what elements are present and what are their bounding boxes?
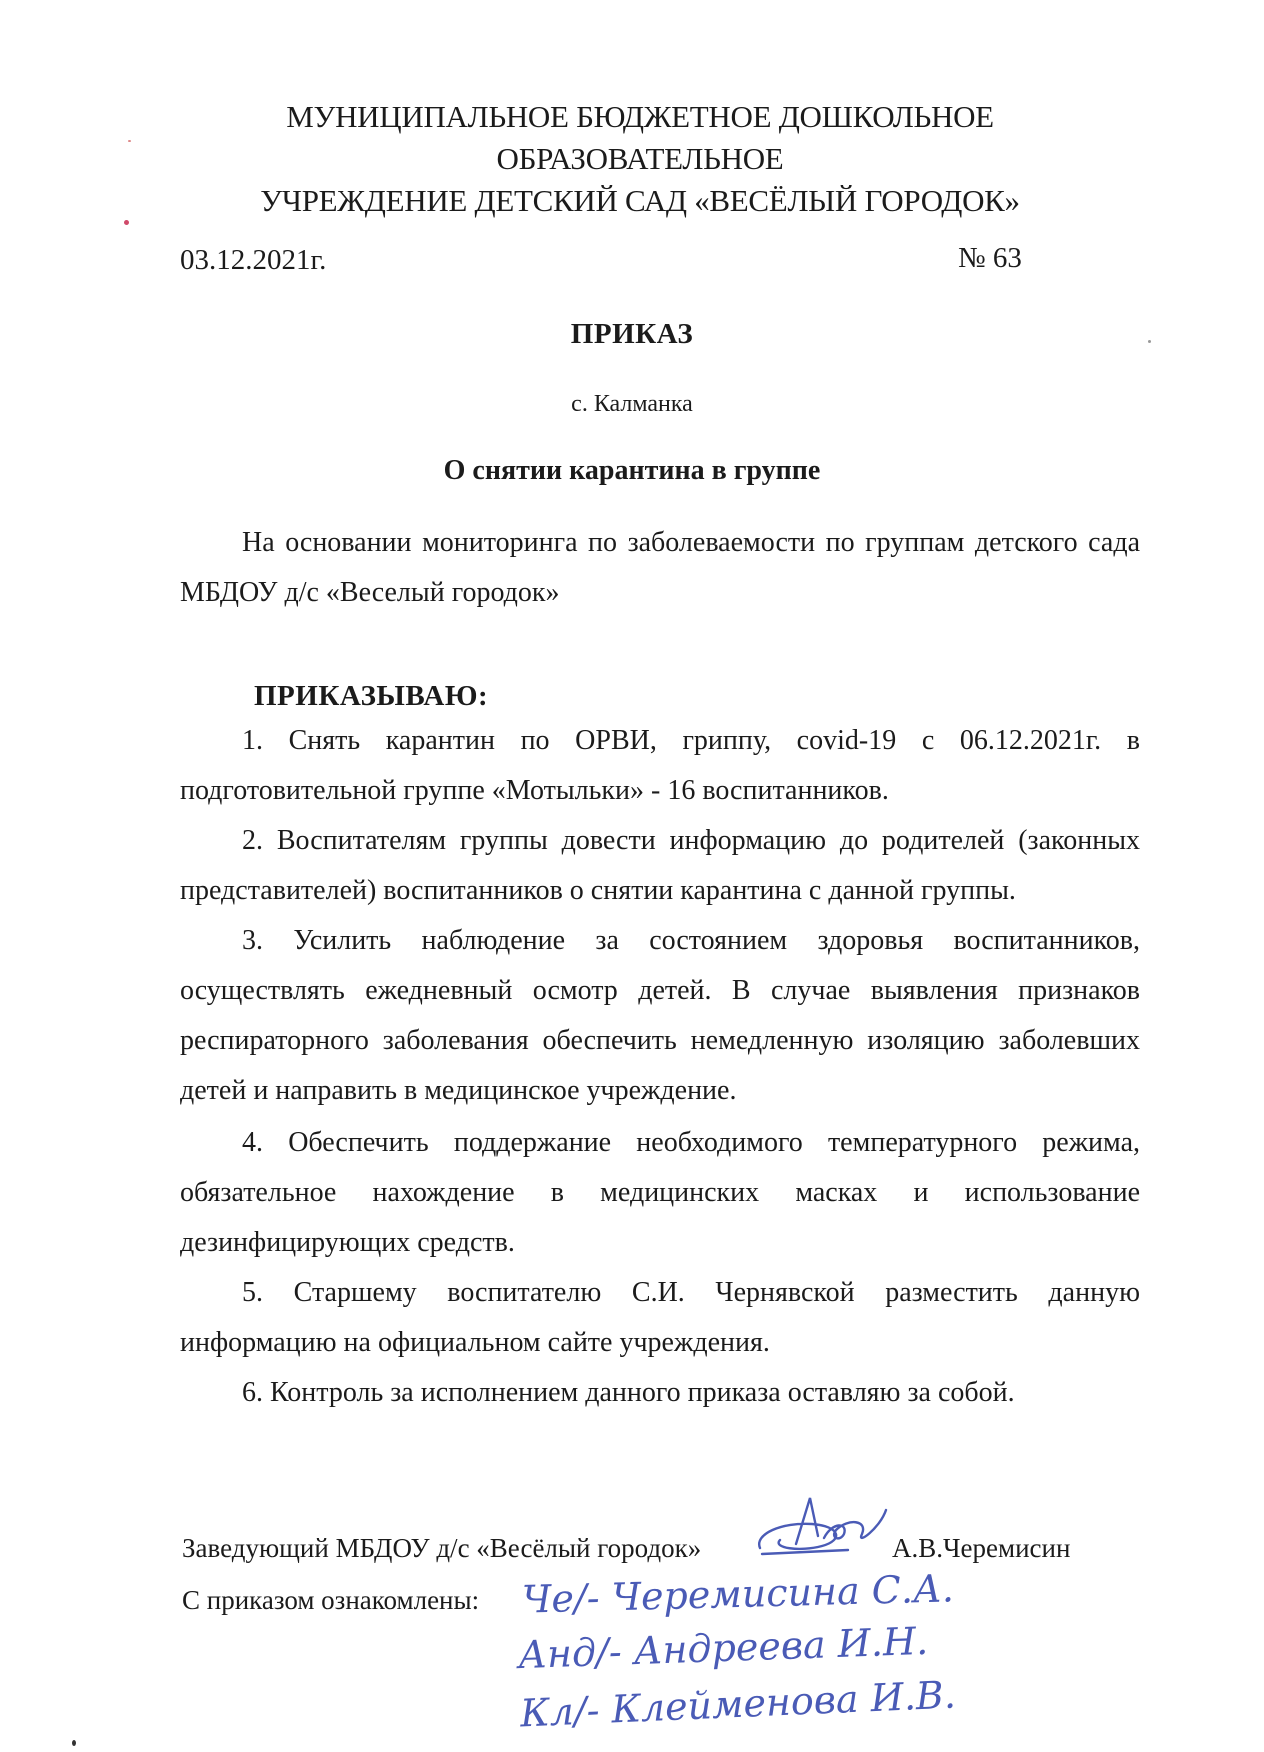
order-item-text: 3. Усилить наблюдение за состоянием здоровья воспитанников, осуществлять ежедневный осмотр детей. В случае выявления признаков респираторного заболевания обеспечить немедленную изоляцию заболевших детей и направить в медицинское учреждение. <box>180 925 1140 1106</box>
order-item-text: 5. Старшему воспитателю С.И. Чернявской разместить данную информацию на официальном сайте учреждения. <box>180 1277 1140 1358</box>
order-item-6 <box>180 1368 1140 1418</box>
order-item-5 <box>180 1268 1140 1368</box>
acknowledgment-label: С приказом ознакомлены: <box>182 1585 480 1615</box>
order-date: 03.12.2021г. <box>180 244 327 276</box>
order-item-3 <box>180 916 1140 1116</box>
document-place: с. Калманка <box>571 391 693 417</box>
scan-speck <box>72 1740 76 1746</box>
signatory-name: А.В.Черемисин <box>892 1533 1071 1563</box>
header-line-2: УЧРЕЖДЕНИЕ ДЕТСКИЙ САД «ВЕСЁЛЫЙ ГОРОДОК» <box>260 183 1020 218</box>
order-item-text: 6. Контроль за исполнением данного приказа оставляю за собой. <box>242 1377 1015 1408</box>
order-item-text: 2. Воспитателям группы довести информацию до родителей (законных представителей) воспитанников о снятии карантина с данной группы. <box>180 825 1140 906</box>
header-line-1: МУНИЦИПАЛЬНОЕ БЮДЖЕТНОЕ ДОШКОЛЬНОЕ ОБРАЗОВАТЕЛЬНОЕ <box>286 99 994 176</box>
order-item-text: 1. Снять карантин по ОРВИ, гриппу, covid-19 с 06.12.2021г. в подготовительной группе «Мотыльки» - 16 воспитанников. <box>180 725 1140 806</box>
basis-paragraph <box>180 518 1140 618</box>
order-item-text: 4. Обеспечить поддержание необходимого температурного режима, обязательное нахождение в медицинских масках и использование дезинфицирующих средств. <box>180 1127 1140 1258</box>
scan-speck <box>124 220 129 225</box>
document-subject: О снятии карантина в группе <box>443 455 821 486</box>
handwritten-signature-3: Кл/- Клейменова И.В. <box>519 1672 957 1736</box>
organization-header <box>150 96 1130 222</box>
handwritten-signature-2: Анд/- Андреева И.Н. <box>517 1618 929 1678</box>
signatory-position: Заведующий МБДОУ д/с «Весёлый городок» <box>182 1533 702 1563</box>
handwritten-signature-1: Че/- Черемисина С.А. <box>521 1566 955 1622</box>
order-number: № 63 <box>958 242 1022 274</box>
order-item-1 <box>180 716 1140 816</box>
document-title: ПРИКАЗ <box>570 318 694 350</box>
order-directive: ПРИКАЗЫВАЮ: <box>254 680 489 712</box>
order-item-4 <box>180 1118 1140 1268</box>
order-item-2 <box>180 816 1140 916</box>
director-signature <box>752 1488 892 1566</box>
scan-speck <box>1148 340 1151 343</box>
basis-text: На основании мониторинга по заболеваемости по группам детского сада МБДОУ д/с «Веселый городок» <box>180 527 1140 608</box>
scan-speck <box>128 140 131 142</box>
